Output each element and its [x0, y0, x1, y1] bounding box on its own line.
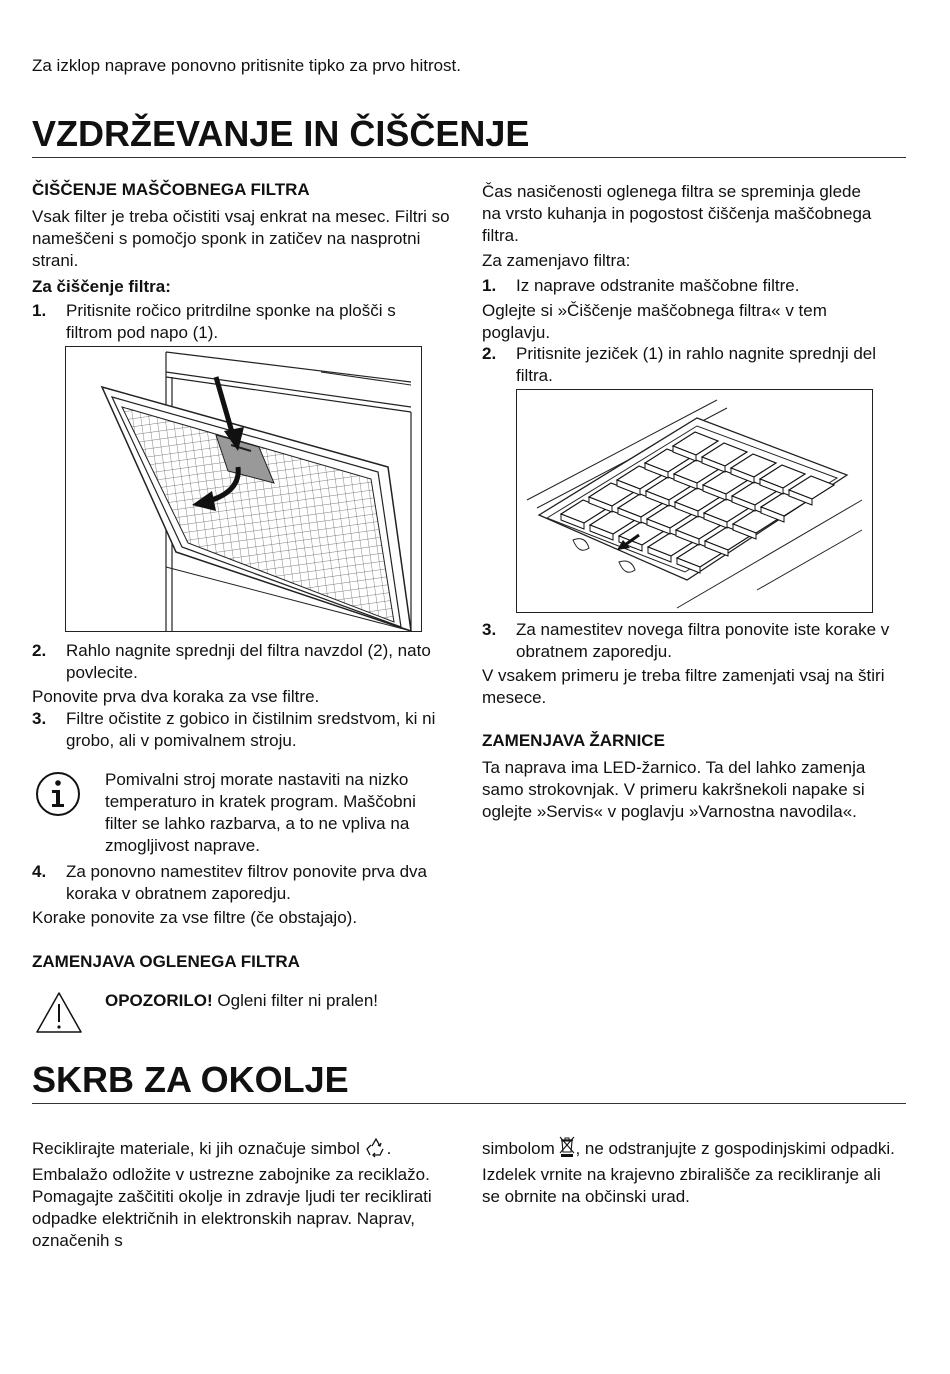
- crossed-bin-icon: [559, 1136, 575, 1164]
- environment-text-right: [482, 1136, 902, 1208]
- intro-text: Za izklop naprave ponovno pritisnite tipko za prvo hitrost.: [32, 56, 462, 75]
- grease-filter-illustration: [66, 347, 421, 631]
- step-text: Pritisnite ročico pritrdilne sponke na plošči s filtrom pod napo (1).: [66, 301, 396, 342]
- title-rule: [32, 1103, 906, 1104]
- warning-triangle-icon: [34, 990, 84, 1035]
- repeat-text: Ponovite prva dva koraka za vse filtre.: [32, 687, 320, 706]
- warning-message: Ogleni filter ni pralen!: [212, 991, 379, 1010]
- charcoal-cells: [561, 432, 834, 573]
- heading-charcoal-filter: ZAMENJAVA OGLENEGA FILTRA: [32, 952, 300, 971]
- info-note-text: Pomivalni stroj morate nastaviti na nizko temperaturo in kratek program. Maščobni filter se lahko razbarva, a to ne vpliva na zmogljivost naprave.: [105, 770, 416, 855]
- lamp-text: Ta naprava ima LED-žarnico. Ta del lahko zamenja samo strokovnjak. V primeru kakršnekoli napake si oglejte »Servis« v poglavju »Varnostna navodila«.: [482, 758, 866, 821]
- see-chapter-text: Oglejte si »Čiščenje maščobnega filtra« v tem poglavju.: [482, 301, 827, 342]
- cleaning-subheading: Za čiščenje filtra:: [32, 277, 171, 296]
- step-text: Pritisnite jeziček (1) in rahlo nagnite sprednji del filtra.: [516, 344, 877, 385]
- charcoal-filter-illustration: [517, 390, 872, 612]
- section-title-environment: SKRB ZA OKOLJE: [32, 1059, 349, 1100]
- info-icon: [34, 770, 82, 818]
- heading-lamp: ZAMENJAVA ŽARNICE: [482, 731, 665, 750]
- grease-filter-figure: [65, 346, 422, 632]
- env-right-part2: , ne odstranjujte z gospodinjskimi odpadki. Izdelek vrnite na krajevno zbirališče za recikliranje ali se obrnite na občinski urad.: [482, 1139, 895, 1206]
- environment-text-left: [32, 1136, 457, 1252]
- step-text: Za namestitev novega filtra ponovite iste korake v obratnem zaporedju.: [516, 620, 890, 661]
- step-number: 4.: [32, 862, 47, 881]
- step-number: 1.: [32, 301, 47, 320]
- step-text: Za ponovno namestitev filtrov ponovite prva dva koraka v obratnem zaporedju.: [66, 862, 427, 903]
- replace-intro-text: Za zamenjavo filtra:: [482, 251, 631, 270]
- step-text: Filtre očistite z gobico in čistilnim sredstvom, ki ni grobo, ali v pomivalnem stroju.: [66, 709, 436, 750]
- warning-label: OPOZORILO!: [105, 991, 213, 1010]
- charcoal-filter-figure: [516, 389, 873, 613]
- env-left-part2: . Embalažo odložite v ustrezne zabojnike za reciklažo. Pomagajte zaščititi okolje in zdravje ljudi ter reciklirati odpadke električnih in elektronskih naprav. Naprav, označenih s: [32, 1139, 432, 1250]
- title-rule: [32, 157, 906, 158]
- section-title-maintenance: VZDRŽEVANJE IN ČIŠČENJE: [32, 113, 530, 154]
- heading-grease-filter: ČIŠČENJE MAŠČOBNEGA FILTRA: [32, 180, 310, 199]
- grease-filter-paragraph: Vsak filter je treba očistiti vsaj enkrat na mesec. Filtri so nameščeni s pomočjo sponk in zatičev na nasprotni strani.: [32, 207, 450, 270]
- step-number: 1.: [482, 276, 497, 295]
- step-text: Iz naprave odstranite maščobne filtre.: [516, 276, 800, 295]
- closing-text: Korake ponovite za vse filtre (če obstajajo).: [32, 908, 358, 927]
- recycle-icon: [365, 1136, 387, 1164]
- env-right-part1: simbolom: [482, 1139, 560, 1158]
- warning-text: [105, 990, 378, 1012]
- step-number: 3.: [32, 709, 47, 728]
- interval-text: V vsakem primeru je treba filtre zamenjati vsaj na štiri mesece.: [482, 666, 885, 707]
- step-number: 2.: [482, 344, 497, 363]
- step-text: Rahlo nagnite sprednji del filtra navzdol (2), nato povlecite.: [66, 641, 431, 682]
- env-left-part1: Reciklirajte materiale, ki jih označuje simbol: [32, 1139, 365, 1158]
- step-number: 3.: [482, 620, 497, 639]
- charcoal-saturation-text: Čas nasičenosti oglenega filtra se spreminja glede na vrsto kuhanja in pogostost čiščenja maščobnega filtra.: [482, 182, 872, 245]
- step-number: 2.: [32, 641, 47, 660]
